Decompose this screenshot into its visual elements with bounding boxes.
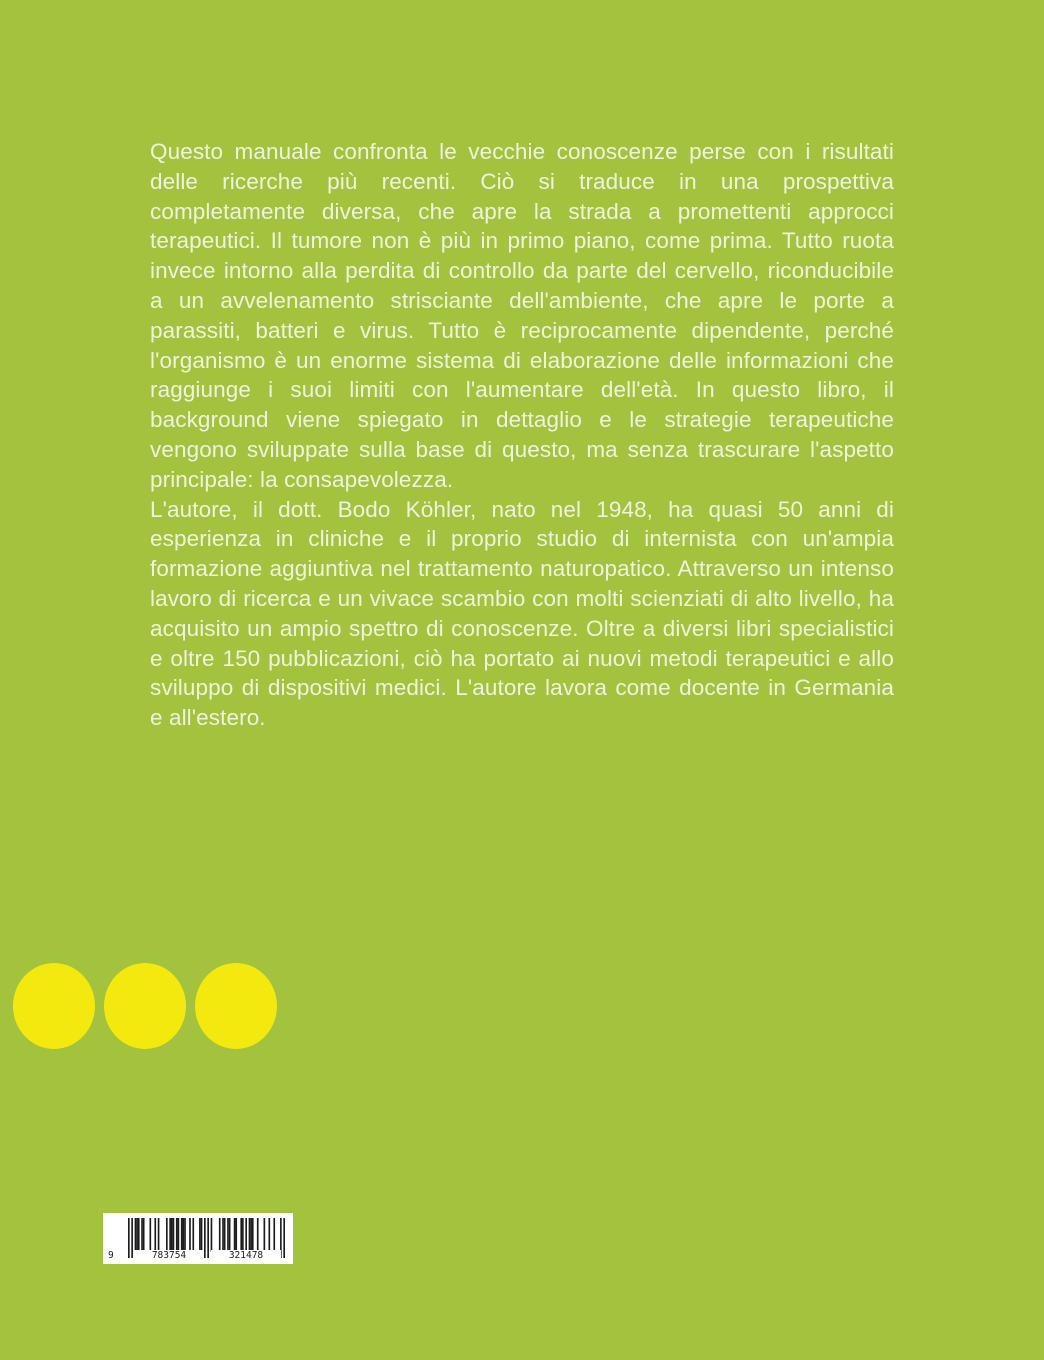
barcode-digit-group2: 321478 (211, 1250, 281, 1261)
barcode-digit-group1: 783754 (134, 1250, 204, 1261)
author-bio-paragraph: L'autore, il dott. Bodo Köhler, nato nel 1948, ha quasi 50 anni di esperienza in cliniche e il proprio studio di internista con un'ampia formazione aggiuntiva nel trattamento naturopatico. Attraverso un intenso lavoro di ricerca e un vivace scambio con molti scienziati di alto livello, ha acquisito un ampio spettro di conoscenze. Oltre a diversi libri specialistici e oltre 150 pubblicazioni, ciò ha portato ai nuovi metodi terapeutici e allo sviluppo di dispositivi medici. L'autore lavora come docente in Germania e all'estero. (150, 496, 894, 731)
yellow-circle (104, 963, 186, 1049)
barcode-digit-prefix: 9 (108, 1250, 114, 1261)
yellow-circle (195, 963, 277, 1049)
decorative-circles (13, 963, 277, 1049)
isbn-barcode (103, 1213, 293, 1264)
yellow-circle (13, 963, 95, 1049)
cover-text-block (150, 137, 894, 733)
synopsis-paragraph: Questo manuale confronta le vecchie conoscenze perse con i risultati delle ricerche più recenti. Ciò si traduce in una prospettiva completamente diversa, che apre la strada a promettenti approcci terapeutici. Il tumore non è più in primo piano, come prima. Tutto ruota invece intorno alla perdita di controllo da parte del cervello, riconducibile a un avvelenamento strisciante dell'ambiente, che apre le porte a parassiti, batteri e virus. Tutto è reciprocamente dipendente, perché l'organismo è un enorme sistema di elaborazione delle informazioni che raggiunge i suoi limiti con l'aumentare dell'età. In questo libro, il background viene spiegato in dettaglio e le strategie terapeutiche vengono sviluppate sulla base di questo, ma senza trascurare l'aspetto principale: la consapevolezza. (150, 139, 894, 492)
